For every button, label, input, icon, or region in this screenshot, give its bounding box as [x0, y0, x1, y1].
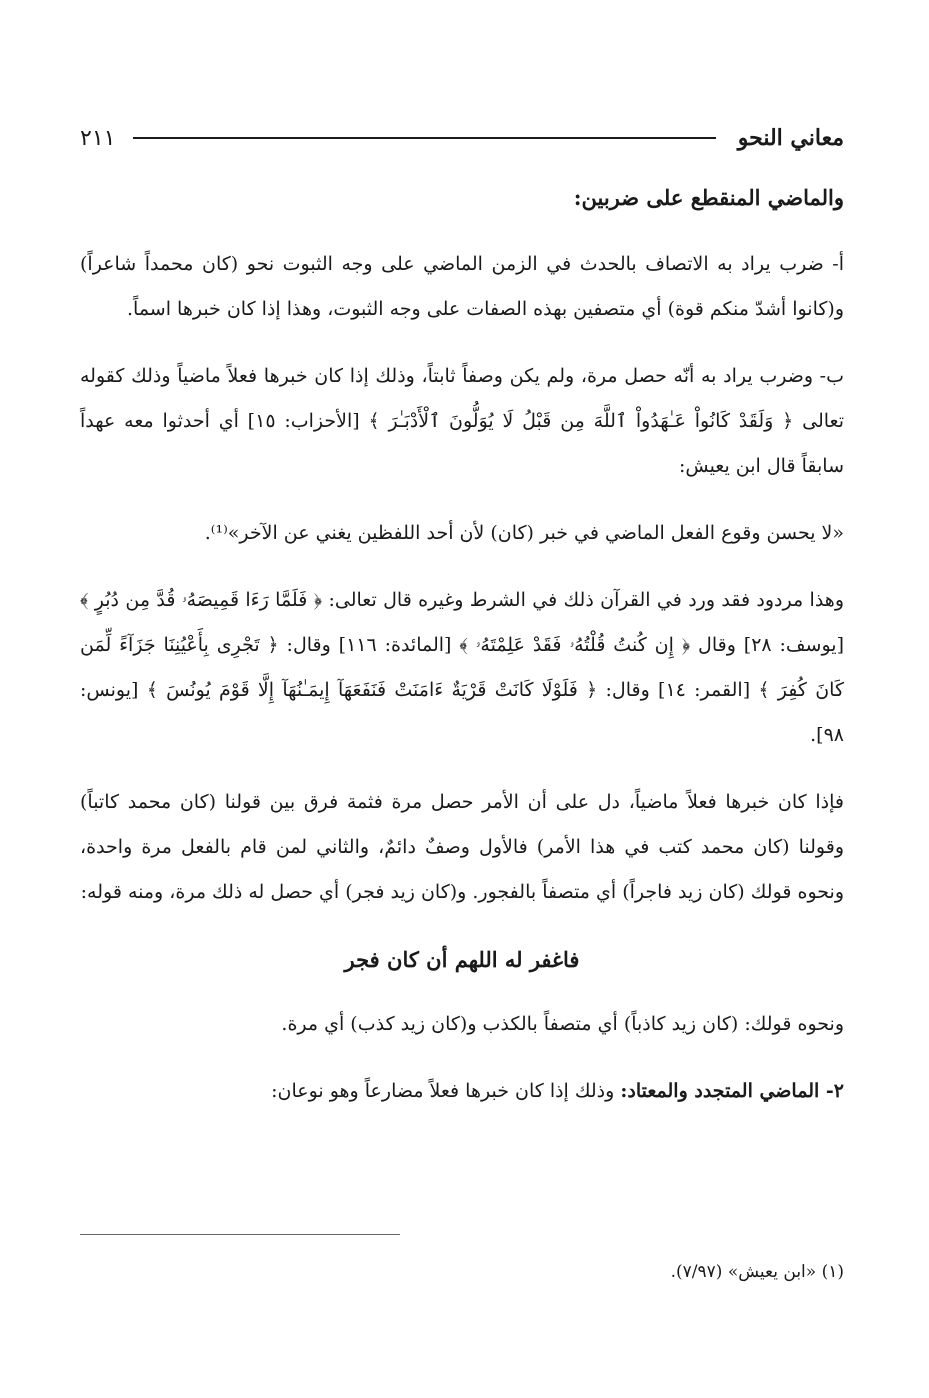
page-number: ٢١١	[80, 125, 116, 151]
paragraph-b: ب- وضرب يراد به أنّه حصل مرة، ولم يكن وصفاً ثابتاً، وذلك إذا كان خبرها فعلاً ماضياً وذلك كقوله تعالى ﴿ وَلَقَدْ كَانُواْ عَـٰهَدُواْ ٱللَّهَ مِن قَبْلُ لَا يُوَلُّونَ ٱلْأَدْبَـٰرَ ﴾ [الأحزاب: ١٥] أي أحدثوا معه عهداً سابقاً قال ابن يعيش:	[80, 365, 844, 477]
verse-line: فاغفر له اللهم أن كان فجر	[344, 947, 580, 972]
paragraph-a: أ- ضرب يراد به الاتصاف بالحدث في الزمن الماضي على وجه الثبوت نحو (كان محمداً شاعراً) و(كانوا أشدّ منكم قوة) أي متصفين بهذه الصفات على وجه الثبوت، وهذا إذا كان خبرها اسماً.	[80, 253, 844, 320]
footnote-rule	[80, 1234, 400, 1235]
page-header	[80, 118, 844, 158]
paragraph-e: ونحوه قولك: (كان زيد كاذباً) أي متصفاً بالكذب و(كان زيد كذب) أي مرة.	[281, 1013, 844, 1035]
page	[80, 0, 844, 1398]
ibn-yaish-quote: «لا يحسن وقوع الفعل الماضي في خبر (كان) لأن أحد اللفظين يغني عن الآخر»⁽¹⁾.	[204, 522, 844, 544]
paragraph-d: فإذا كان خبرها فعلاً ماضياً، دل على أن الأمر حصل مرة فثمة فرق بين قولنا (كان محمد كاتباً) وقولنا (كان محمد كتب في هذا الأمر) فالأول وصفٌ دائمٌ، والثاني لمن قام بالفعل مرة واحدة، ونحوه قولك (كان زيد فاجراً) أي متصفاً بالفجور. و(كان زيد فجر) أي حصل له ذلك مرة، ومنه قوله:	[80, 791, 844, 903]
paragraph-f-text: وذلك إذا كان خبرها فعلاً مضارعاً وهو نوعان:	[271, 1080, 621, 1102]
section-2-heading: ٢- الماضي المتجدد والمعتاد:	[620, 1080, 844, 1102]
section-title: والماضي المنقطع على ضربين:	[573, 185, 844, 210]
paragraph-f	[80, 1069, 844, 1114]
running-title: معاني النحو	[737, 125, 844, 151]
body-text	[80, 175, 844, 1136]
header-rule	[133, 137, 715, 139]
paragraph-c: وهذا مردود فقد ورد في القرآن ذلك في الشرط وغيره قال تعالى: ﴿ فَلَمَّا رَءَا قَمِيصَهُۥ قُدَّ مِن دُبُرٍ ﴾ [يوسف: ٢٨] وقال ﴿ إِن كُنتُ قُلْتُهُۥ فَقَدْ عَلِمْتَهُۥ ﴾ [المائدة: ١١٦] وقال: ﴿ تَجْرِى بِأَعْيُنِنَا جَزَآءً لِّمَن كَانَ كُفِرَ ﴾ [القمر: ١٤] وقال: ﴿ فَلَوْلَا كَانَتْ قَرْيَةٌ ءَامَنَتْ فَنَفَعَهَآ إِيمَـٰنُهَآ إِلَّا قَوْمَ يُونُسَ ﴾ [يونس: ٩٨].	[80, 589, 844, 746]
footnote-1: (١) «ابن يعيش» (٧/٩٧).	[670, 1262, 844, 1282]
